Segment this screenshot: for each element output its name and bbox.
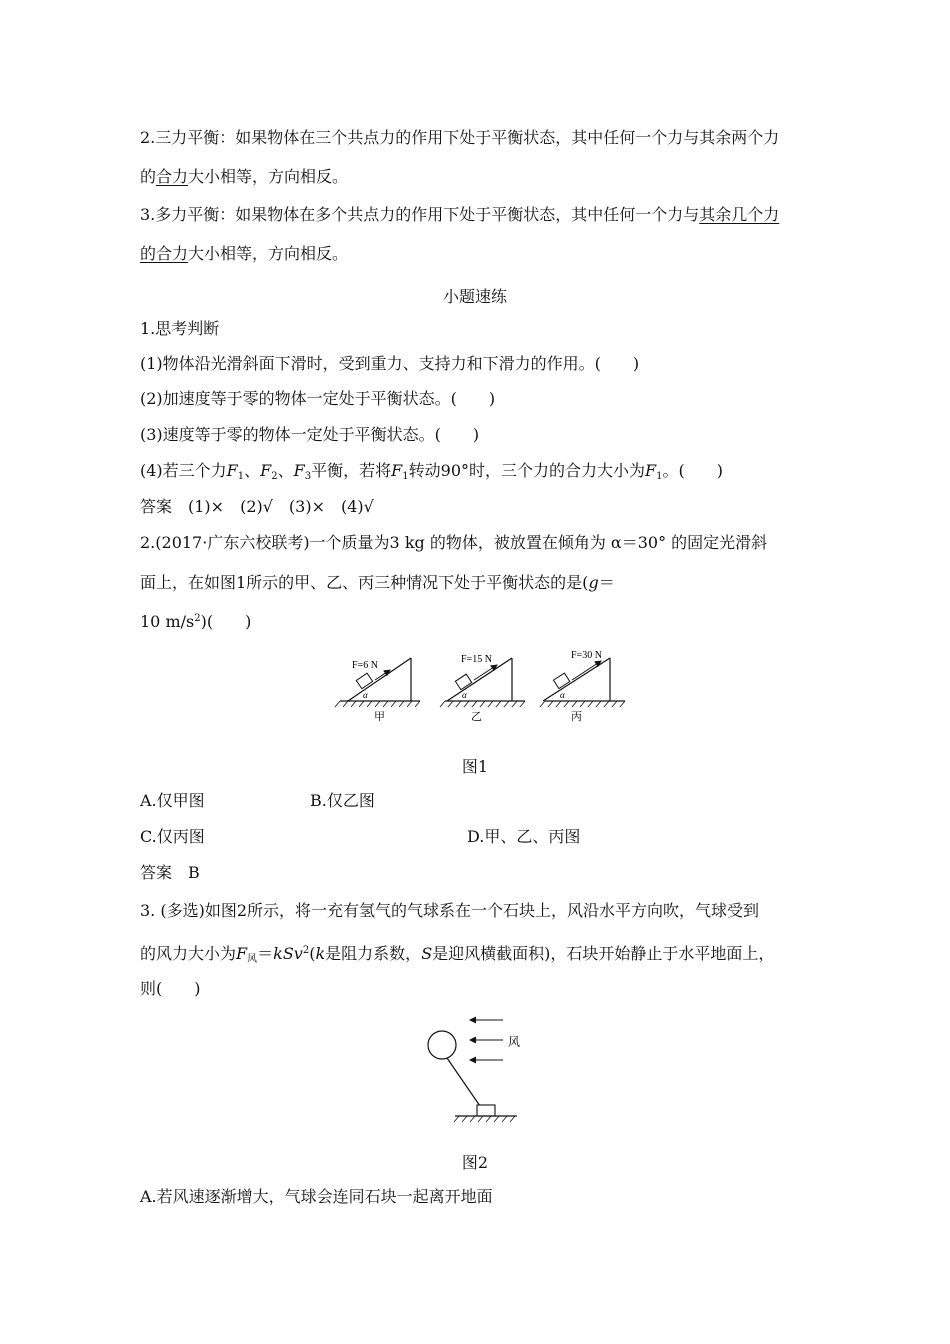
text: 是迎风横截面积)，石块开始静止于水平地面上，: [432, 944, 775, 963]
force-label: F=30 N: [571, 650, 602, 661]
section2-line1: 2.三力平衡：如果物体在三个共点力的作用下处于平衡状态，其中任何一个力与其余两个力: [140, 128, 780, 147]
panel-name: 丙: [571, 711, 582, 723]
stone: [477, 1105, 495, 1116]
gravity-symbol: g: [588, 573, 599, 592]
section3-line1: [140, 204, 779, 226]
text: 转动90°时，三个力的合力大小为: [408, 461, 646, 480]
underlined-term: 的合力: [140, 244, 189, 263]
text: 大小相等，方向相反。: [188, 167, 349, 186]
q3-option-a: A.若风速逐渐增大，气球会连同石块一起离开地面: [140, 1187, 493, 1206]
figure-1: [330, 640, 650, 730]
q2-answer: 答案 B: [140, 863, 200, 882]
subscript: 1: [656, 471, 663, 482]
symbol-k: k: [315, 944, 326, 963]
q3-line3: 则( ): [140, 979, 201, 998]
force-symbol: F: [645, 461, 657, 480]
force-label: F=15 N: [461, 654, 492, 665]
text: 的: [140, 167, 157, 186]
formula: kSv: [273, 944, 303, 963]
q2-line3: [140, 608, 251, 633]
q2-option-a: A.仅甲图: [140, 791, 205, 810]
text: 大小相等，方向相反。: [188, 244, 349, 263]
text: )( ): [200, 612, 252, 631]
text: (4)若三个力: [140, 461, 227, 480]
section-heading: 小题速练: [442, 287, 507, 306]
force-symbol: F: [226, 461, 238, 480]
text: 、: [244, 461, 261, 480]
figure-2: [415, 1010, 555, 1130]
q2-option-b: B.仅乙图: [310, 791, 375, 810]
force-symbol: F: [260, 461, 272, 480]
q2-option-c: C.仅丙图: [140, 827, 205, 846]
force-symbol: F: [293, 461, 305, 480]
text: 是阻力系数，: [325, 944, 422, 963]
subscript: 2: [271, 471, 278, 482]
balloon: [428, 1031, 456, 1059]
panel-name: 甲: [374, 711, 385, 723]
q3-line2: [140, 940, 774, 971]
superscript: 2: [302, 945, 310, 956]
subscript: 1: [237, 471, 245, 482]
text: ＝: [598, 573, 615, 592]
angle-label: α: [560, 690, 565, 700]
q1-item-4: [140, 460, 723, 488]
figure-2-caption: 图2: [461, 1153, 489, 1172]
q2-option-d: D.甲、乙、丙图: [467, 827, 581, 846]
text: 平衡，若将: [311, 461, 392, 480]
incline-panel-bing: [540, 650, 625, 723]
q3-line1: 3. (多选)如图2所示，将一充有氢气的气球系在一个石块上，风沿水平方向吹，气球受到: [140, 901, 760, 920]
text: (: [309, 944, 316, 963]
text: 、: [277, 461, 294, 480]
underlined-term: 其余几个力: [699, 205, 780, 224]
section3-line2: [140, 243, 348, 265]
q1-title: 1.思考判断: [140, 319, 220, 338]
force-symbol: F: [391, 461, 403, 480]
text: ＝: [257, 944, 274, 963]
q2-line2: [140, 572, 615, 594]
text: 10 m/s: [140, 612, 195, 631]
q1-answer: 答案 (1)× (2)√ (3)× (4)√: [140, 497, 374, 516]
incline-panel-yi: [440, 654, 525, 723]
q2-line1: 2.(2017·广东六校联考)一个质量为3 kg 的物体，被放置在倾角为 α＝30° 的固定光滑斜: [140, 533, 768, 552]
force-label: F=6 N: [352, 660, 378, 671]
incline-panel-jia: [335, 658, 420, 723]
string: [447, 1058, 480, 1106]
q1-item-1: (1)物体沿光滑斜面下滑时，受到重力、支持力和下滑力的作用。( ): [140, 354, 640, 373]
subscript: 1: [402, 471, 409, 482]
wind-label: 风: [508, 1035, 521, 1049]
text: 的风力大小为: [140, 944, 237, 963]
figure-1-caption: 图1: [461, 757, 489, 776]
panel-name: 乙: [471, 711, 482, 723]
q1-item-2: (2)加速度等于零的物体一定处于平衡状态。( ): [140, 389, 496, 408]
section2-line2: [140, 166, 348, 188]
underlined-term: 合力: [156, 167, 189, 186]
q1-item-3: (3)速度等于零的物体一定处于平衡状态。( ): [140, 425, 480, 444]
text: 面上，在如图1所示的甲、乙、丙三种情况下处于平衡状态的是(: [140, 573, 589, 592]
force-symbol: F: [236, 944, 248, 963]
subscript: 3: [304, 471, 312, 482]
angle-label: α: [462, 690, 467, 700]
subscript: 风: [247, 954, 258, 965]
angle-label: α: [363, 690, 368, 700]
text: 3.多力平衡：如果物体在多个共点力的作用下处于平衡状态，其中任何一个力与: [140, 205, 700, 224]
symbol-s: S: [421, 944, 433, 963]
text: 。( ): [662, 461, 724, 480]
superscript: 2: [194, 613, 201, 624]
